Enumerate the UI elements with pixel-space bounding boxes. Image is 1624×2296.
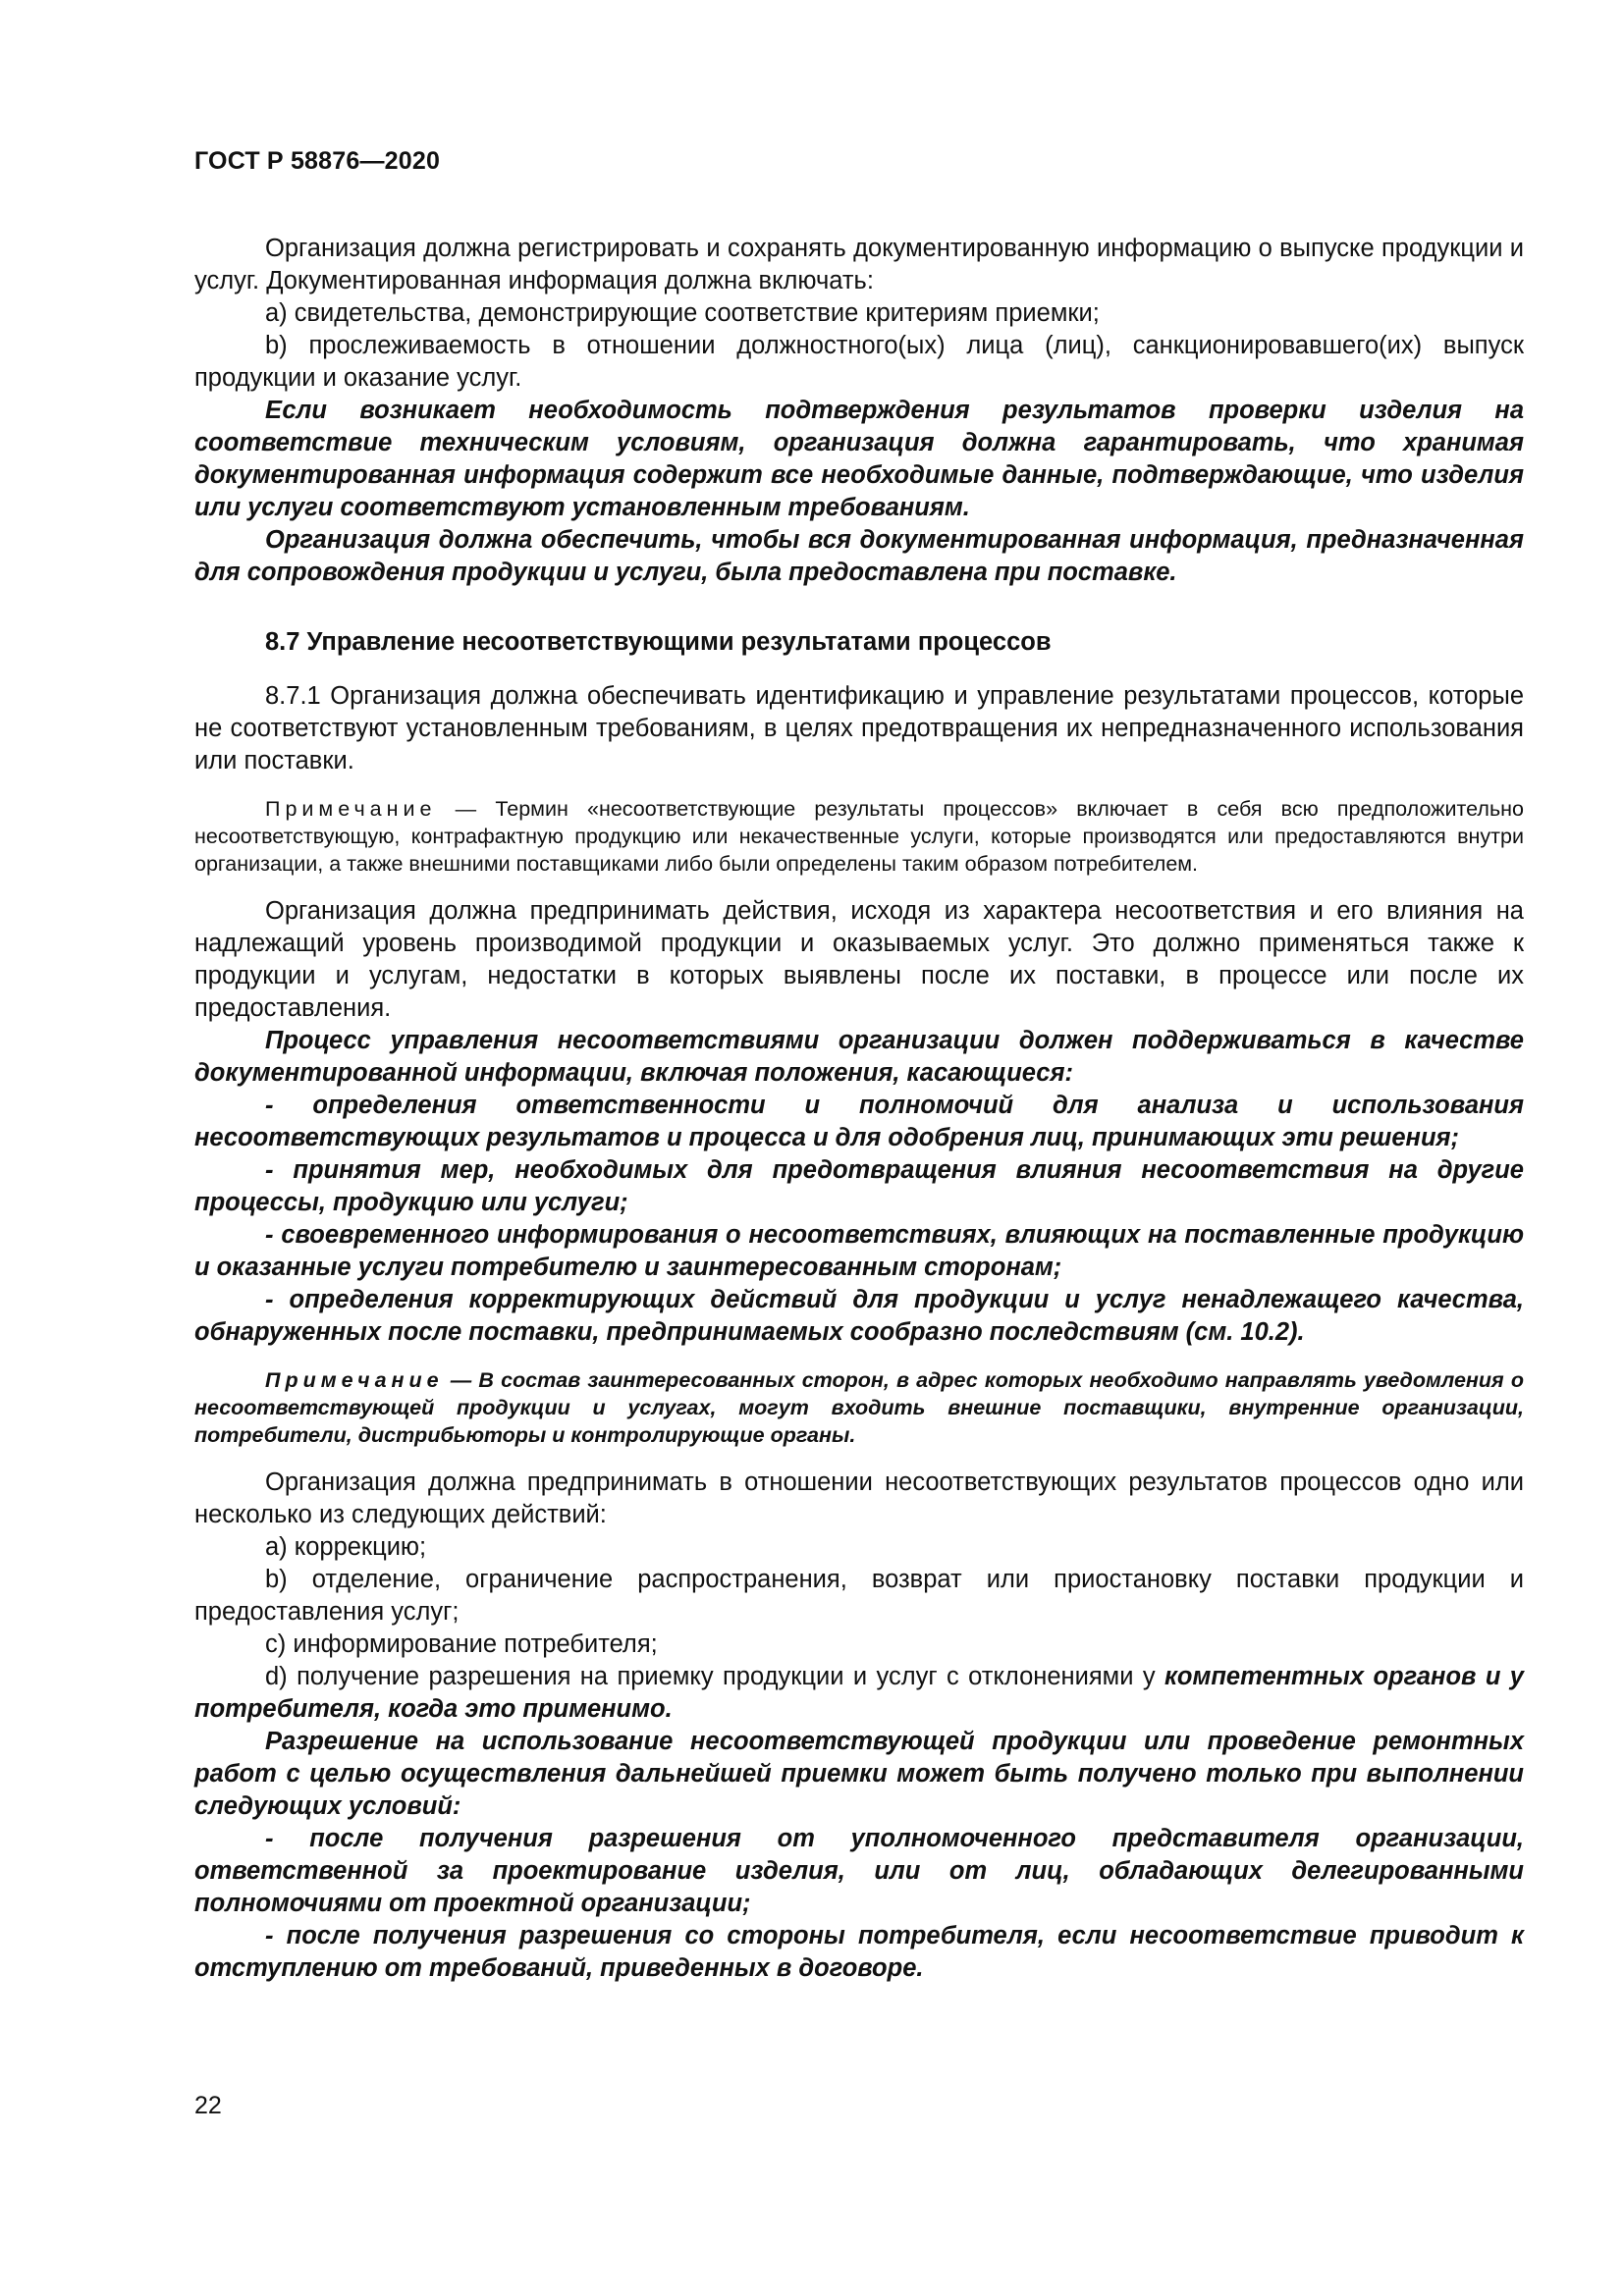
paragraph: 8.7.1 Организация должна обеспечивать идентификацию и управление результатами процессов, которые не соответствуют установленным требованиям, в целях предотвращения их непредназначенного использования или поставки. [194,682,1524,774]
paragraph: Организация должна предпринимать действия, исходя из характера несоответствия и его влияния на надлежащий уровень производимой продукции и оказываемых услуг. Это должно применяться также к продукции и услугам, недостатки в которых выявлены после их поставки, в процессе или после их предоставления. [194,897,1524,1022]
note [194,795,1524,878]
list-item: - своевременного информирования о несоответствиях, влияющих на поставленные продукцию и оказанные услуги потребителю и заинтересованным сторонам; [194,1221,1524,1281]
list-item: a) свидетельства, демонстрирующие соответствие критериям приемки; [265,299,1100,327]
list-item: - после получения разрешения от уполномоченного представителя организации, ответственной за проектирование изделия, или от лиц, обладающих делегированными полномочиями от проектной организации; [194,1825,1524,1917]
page-number: 22 [194,2092,222,2119]
note-text: — Термин «несоответствующие результаты процессов» включает в себя всю предположительно несоответствующую, контрафактную продукцию или некачественные услуги, которые производятся или предоставляются внутри организации, а также внешними поставщиками либо были определены таким образом потребителем. [194,797,1524,876]
list-item-text: d) получение разрешения на приемку продукции и услуг с отклонениями у [265,1663,1164,1690]
list-item: - принятия мер, необходимых для предотвращения влияния несоответствия на другие процессы, продукцию или услуги; [194,1156,1524,1216]
list-item: - определения ответственности и полномочий для анализа и использования несоответствующих результатов и процесса и для одобрения лиц, принимающих эти решения; [194,1092,1524,1151]
list-item: - после получения разрешения со стороны потребителя, если несоответствие приводит к отступлению от требований, приведенных в договоре. [194,1922,1524,1982]
document-header: ГОСТ Р 58876—2020 [194,147,441,175]
emphasized-paragraph: Процесс управления несоответствиями организации должен поддерживаться в качестве документированной информации, включая положения, касающиеся: [194,1027,1524,1087]
note-text: — В состав заинтересованных сторон, в адрес которых необходимо направлять уведомления о несоответствующей продукции и услугах, могут входить внешние поставщики, внутренние организации, потребители, дистрибьюторы и контролирующие органы. [194,1368,1524,1447]
list-item-emphasis: компетентных органов и у потребителя, когда это применимо. [194,1663,1524,1723]
list-item: a) коррекцию; [265,1533,427,1561]
paragraph: Организация должна предпринимать в отношении несоответствующих результатов процессов одно или несколько из следующих действий: [194,1468,1524,1528]
paragraph: Организация должна регистрировать и сохранять документированную информацию о выпуске продукции и услуг. Документированная информация должна включать: [194,235,1524,294]
list-item: c) информирование потребителя; [265,1630,658,1658]
list-item: b) прослеживаемость в отношении должностного(ых) лица (лиц), санкционировавшего(их) выпуск продукции и оказание услуг. [194,332,1524,392]
note-label: Примечание [265,1368,444,1392]
note [194,1366,1524,1449]
emphasized-paragraph: Если возникает необходимость подтверждения результатов проверки изделия на соответствие техническим условиям, организация должна гарантировать, что хранимая документированная информация содержит все необходимые данные, подтверждающие, что изделия или услуги соответствуют установленным требованиям. [194,397,1524,521]
list-item [194,1661,1524,1726]
document-page [194,147,1524,1985]
emphasized-paragraph: Разрешение на использование несоответствующей продукции или проведение ремонтных работ с целью осуществления дальнейшей приемки может быть получено только при выполнении следующих условий: [194,1728,1524,1820]
emphasized-paragraph: Организация должна обеспечить, чтобы вся документированная информация, предназначенная для сопровождения продукции и услуги, была предоставлена при поставке. [194,526,1524,586]
section-title: 8.7 Управление несоответствующими результатами процессов [265,628,1052,656]
list-item: - определения корректирующих действий для продукции и услуг ненадлежащего качества, обнаруженных после поставки, предпринимаемых сообразно последствиям (см. 10.2). [194,1286,1524,1346]
list-item: b) отделение, ограничение распространения, возврат или приостановку поставки продукции и предоставления услуг; [194,1566,1524,1626]
note-label: Примечание [265,797,437,821]
